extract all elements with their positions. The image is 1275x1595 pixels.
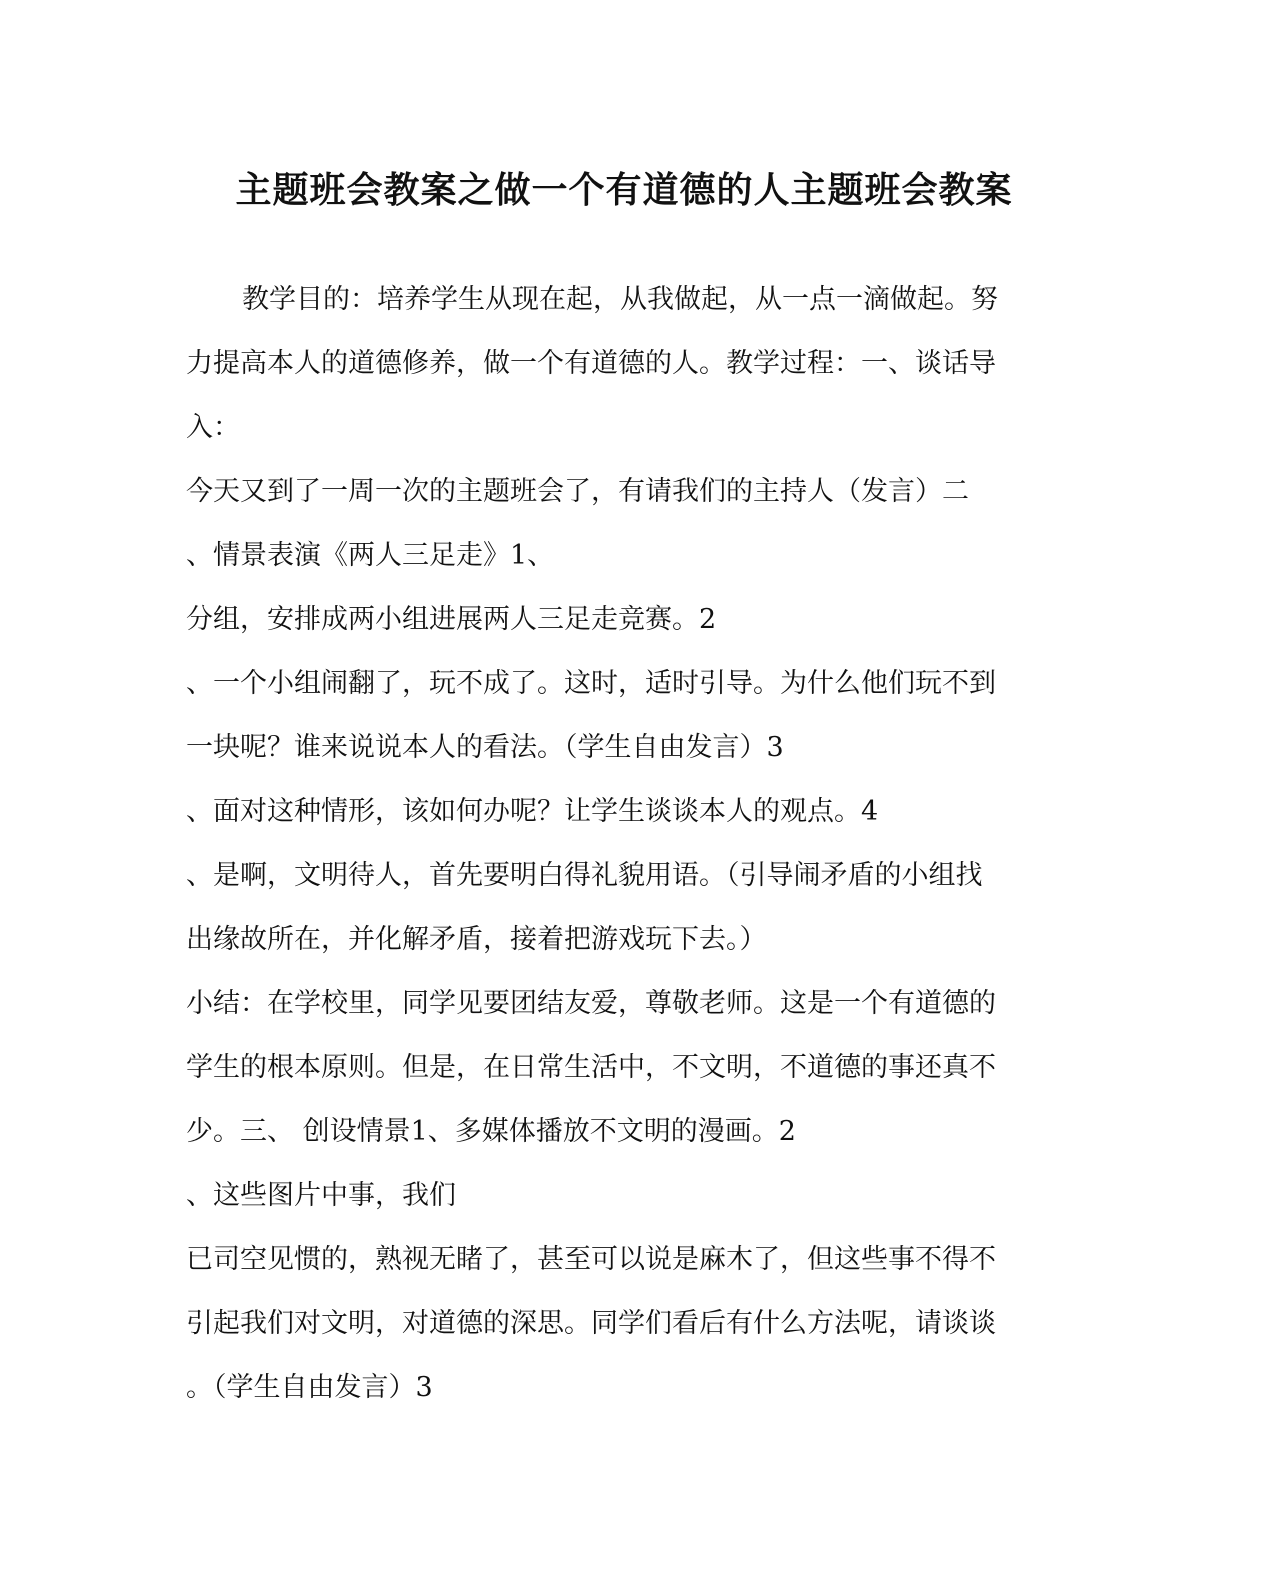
body-line-13: 学生的根本原则。但是，在日常生活中，不文明，不道德的事还真不 bbox=[186, 1052, 996, 1083]
body-line-5: 、情景表演《两人三足走》1、 bbox=[186, 540, 555, 571]
body-line-1: 教学目的：培养学生从现在起，从我做起，从一点一滴做起。努 bbox=[242, 284, 998, 315]
body-line-7: 、一个小组闹翻了，玩不成了。这时，适时引导。为什么他们玩不到 bbox=[186, 668, 996, 699]
body-line-4: 今天又到了一周一次的主题班会了，有请我们的主持人（发言）二 bbox=[186, 476, 969, 507]
document-title: 主题班会教案之做一个有道德的人主题班会教案 bbox=[235, 169, 1013, 211]
body-line-11: 出缘故所在，并化解矛盾，接着把游戏玩下去。） bbox=[186, 924, 767, 955]
body-line-17: 引起我们对文明，对道德的深思。同学们看后有什么方法呢，请谈谈 bbox=[186, 1308, 996, 1339]
body-line-8: 一块呢？谁来说说本人的看法。（学生自由发言）3 bbox=[186, 732, 784, 763]
body-line-9: 、面对这种情形，该如何办呢？让学生谈谈本人的观点。4 bbox=[186, 796, 879, 827]
body-line-12: 小结：在学校里，同学见要团结友爱，尊敬老师。这是一个有道德的 bbox=[186, 988, 996, 1019]
body-line-2: 力提高本人的道德修养，做一个有道德的人。教学过程：一、谈话导 bbox=[186, 348, 996, 379]
body-line-10: 、是啊，文明待人，首先要明白得礼貌用语。（引导闹矛盾的小组找 bbox=[186, 860, 983, 891]
body-line-15: 、这些图片中事，我们 bbox=[186, 1180, 456, 1211]
body-line-6: 分组，安排成两小组进展两人三足走竞赛。2 bbox=[186, 604, 717, 635]
body-line-16: 已司空见惯的，熟视无睹了，甚至可以说是麻木了，但这些事不得不 bbox=[186, 1244, 996, 1275]
body-line-14: 少。三、 创设情景1、多媒体播放不文明的漫画。2 bbox=[186, 1116, 796, 1147]
body-line-18: 。（学生自由发言）3 bbox=[186, 1372, 433, 1403]
body-line-3: 入： bbox=[186, 412, 240, 443]
